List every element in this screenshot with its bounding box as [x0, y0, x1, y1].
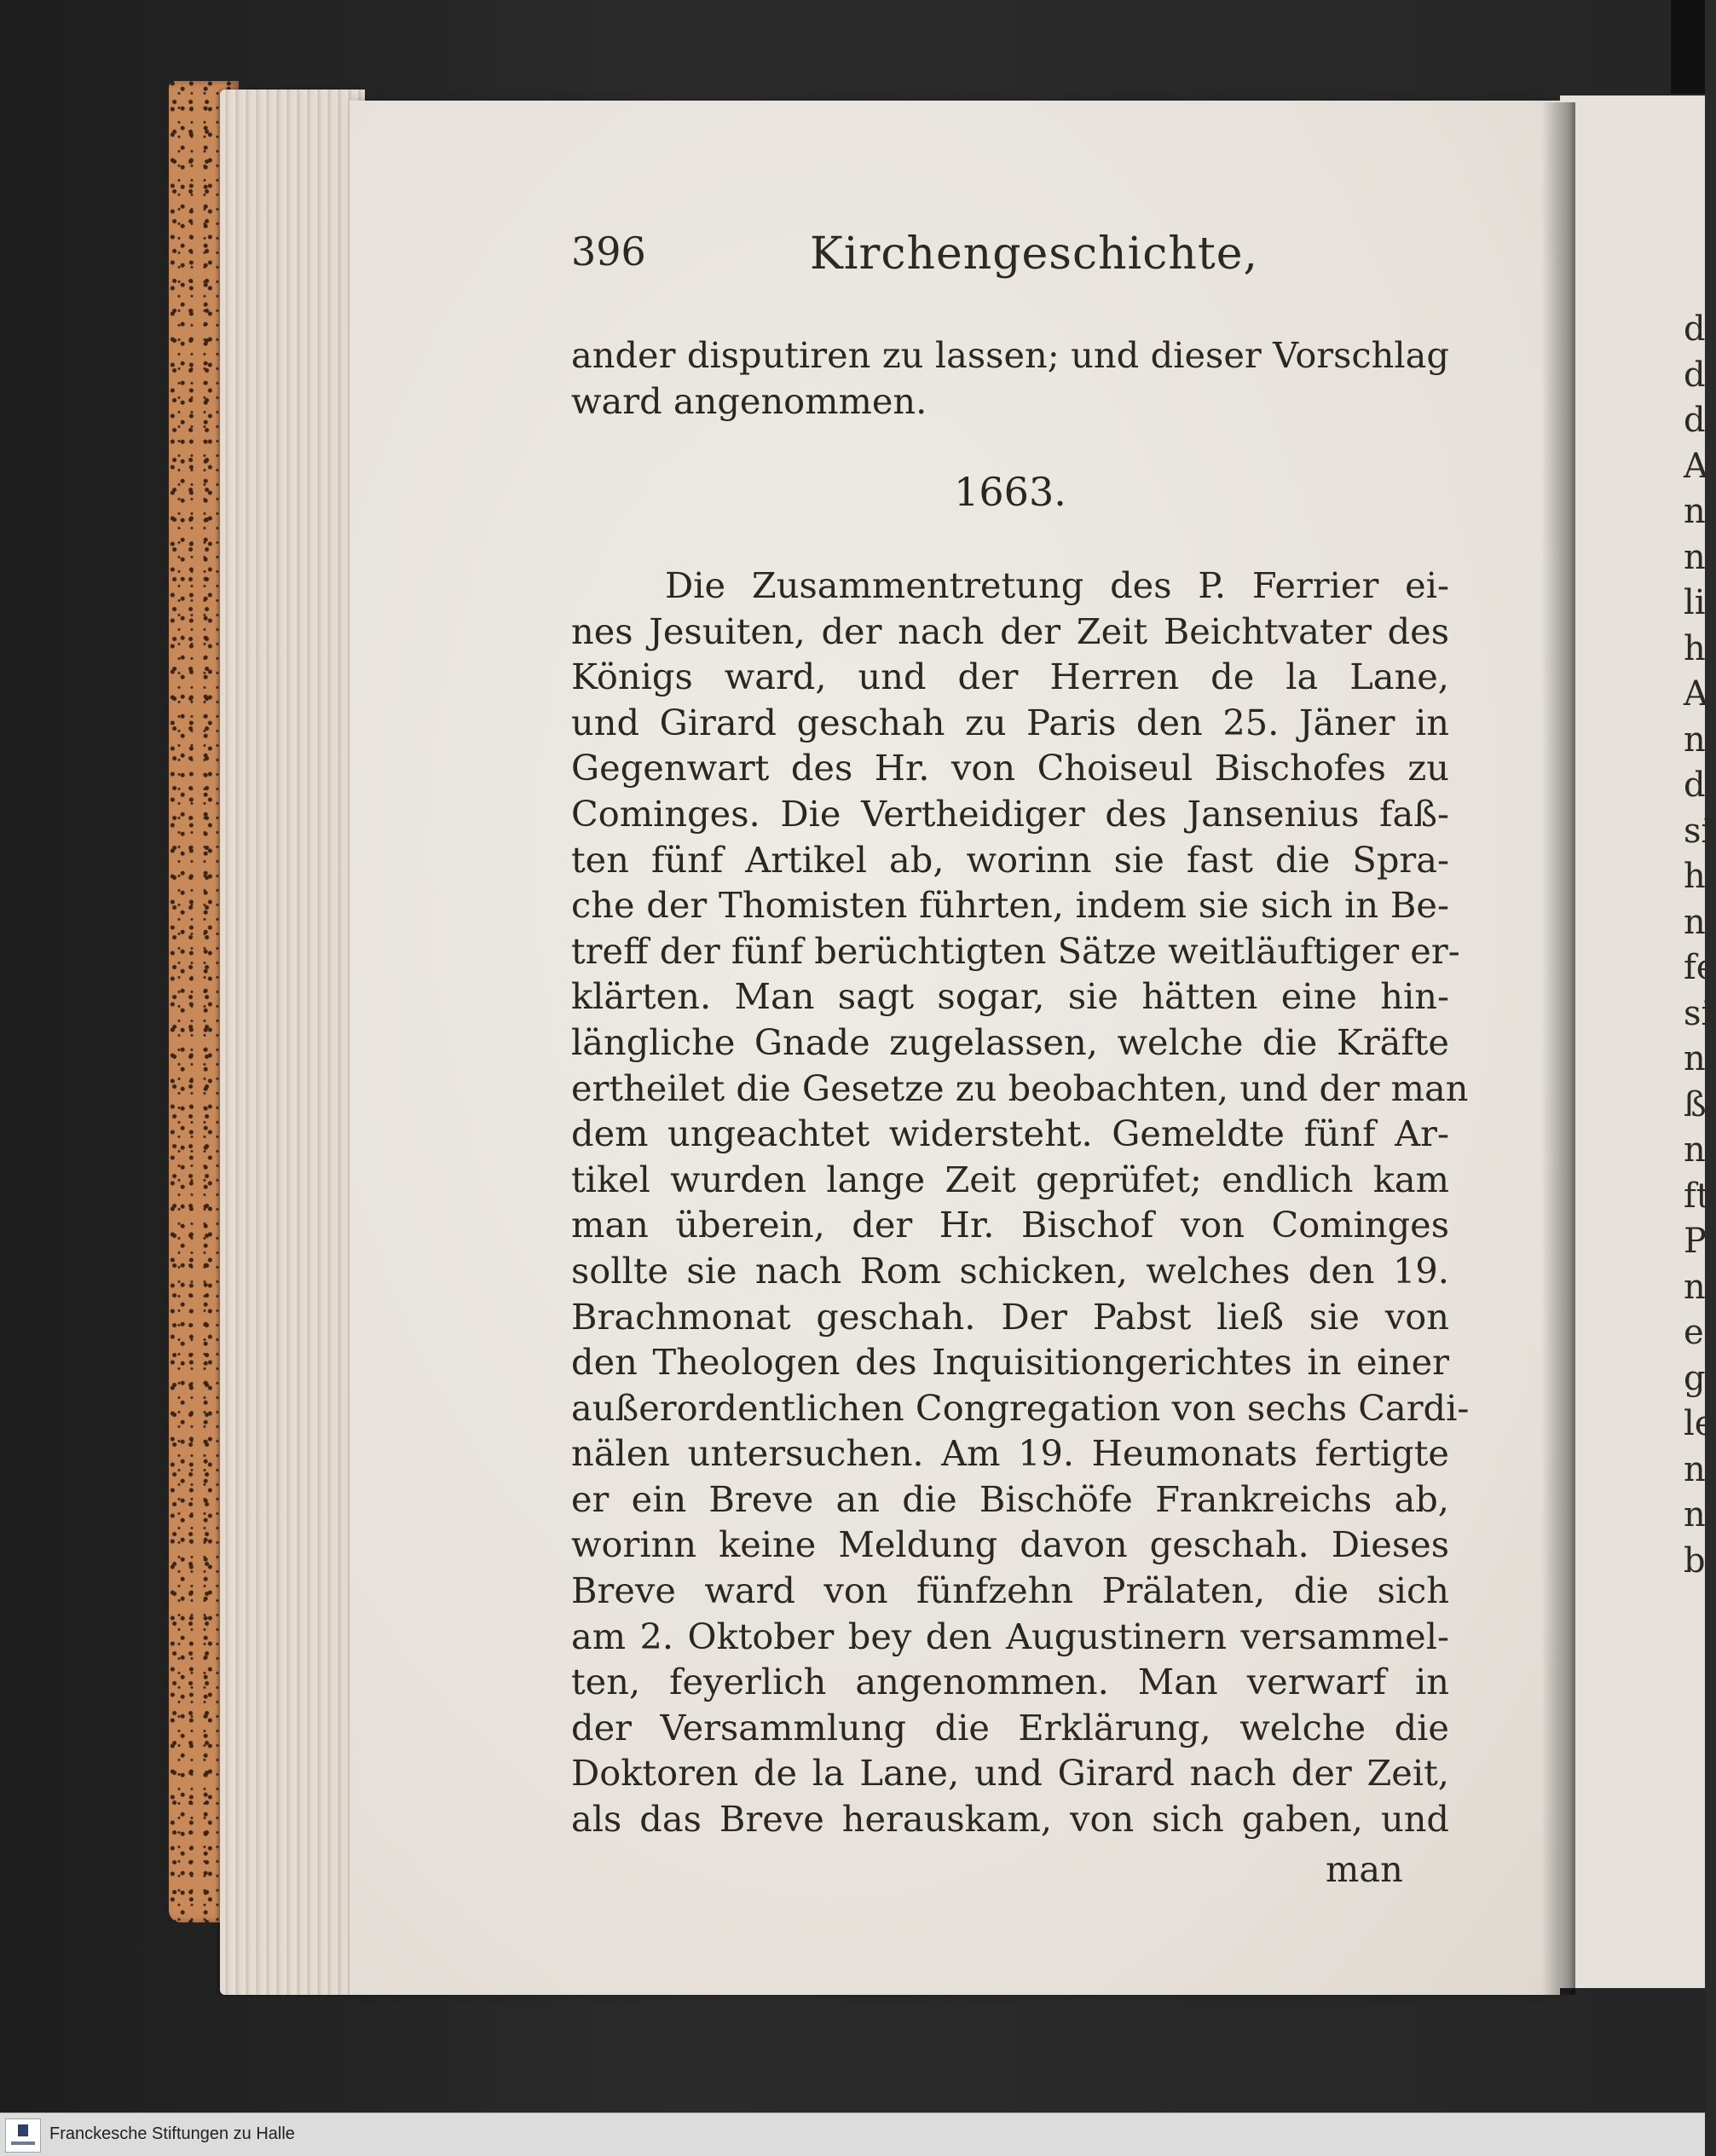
text-line: Doktoren de la Lane, und Girard nach der Zeit, [571, 1752, 1449, 1795]
catchword: man [1326, 1848, 1403, 1890]
facing-fragment: si [1684, 993, 1713, 1033]
facing-fragment: n [1684, 492, 1706, 531]
facing-fragment: A [1684, 446, 1708, 486]
page-edges [220, 90, 365, 1995]
text-line: ander disputiren zu lassen; und dieser Vorschlag [571, 334, 1449, 376]
facing-fragment: n [1684, 1130, 1706, 1170]
facing-fragment: n [1684, 1267, 1706, 1307]
facing-fragment: li [1684, 583, 1706, 622]
text-line: che der Thomisten führten, indem sie sich in Be- [571, 884, 1449, 927]
text-line: sollte sie nach Rom schicken, welches den 19. [571, 1249, 1449, 1292]
text-line: nes Jesuiten, der nach der Zeit Beichtvater des [571, 610, 1449, 652]
text-line: ertheilet die Gesetze zu beobachten, und der man [571, 1066, 1469, 1109]
facing-page-text [1684, 307, 1716, 1584]
page-number: 396 [571, 228, 646, 275]
text-line: er ein Breve an die Bischöfe Frankreichs ab, [571, 1477, 1449, 1520]
facing-fragment: d [1684, 766, 1706, 805]
year-heading [571, 469, 1449, 515]
text-line: ward angenommen. [571, 379, 927, 422]
page-header [571, 228, 1449, 288]
carryover-text [571, 332, 1449, 424]
text-line: und Girard geschah zu Paris den 25. Jäner in [571, 701, 1449, 743]
facing-fragment: d [1684, 355, 1706, 395]
text-line: den Theologen des Inquisitiongerichtes in einer [571, 1341, 1449, 1384]
facing-fragment: ß [1684, 1084, 1707, 1124]
facing-fragment: fe [1684, 948, 1716, 987]
text-line: Die Zusammentretung des P. Ferrier ei- [665, 564, 1449, 606]
facing-fragment: ft [1684, 1176, 1710, 1216]
text-line: der Versammlung die Erklärung, welche die [571, 1706, 1449, 1748]
facing-fragment: h [1684, 857, 1706, 896]
text-line: Breve ward von fünfzehn Prälaten, die sich [571, 1569, 1449, 1612]
facing-fragment: d [1684, 401, 1706, 440]
text-line: längliche Gnade zugelassen, welche die Kräfte [571, 1020, 1449, 1063]
body-paragraph [571, 563, 1470, 1842]
facing-fragment: n [1684, 902, 1706, 942]
text-line: Brachmonat geschah. Der Pabst ließ sie von [571, 1295, 1449, 1338]
facing-fragment: h [1684, 628, 1706, 668]
institution-logo-icon [5, 2118, 41, 2153]
facing-fragment: b [1684, 1540, 1706, 1581]
text-line: Gegenwart des Hr. von Choiseul Bischofes zu [571, 747, 1449, 789]
facing-fragment: P [1684, 1222, 1707, 1261]
facing-fragment: n [1684, 537, 1706, 577]
facing-fragment: n [1684, 1039, 1706, 1078]
text-line: worinn keine Meldung davon geschah. Dieses [571, 1523, 1449, 1566]
year-heading-text: 1663. [954, 469, 1066, 515]
text-line: treff der fünf berüchtigten Sätze weitläuftiger er- [571, 929, 1460, 972]
facing-fragment: n [1684, 720, 1706, 760]
facing-fragment: ei [1684, 1313, 1715, 1352]
gutter-shadow [1541, 102, 1575, 1995]
running-head: Kirchengeschichte, [810, 228, 1259, 280]
facing-fragment: g [1684, 1358, 1706, 1398]
facing-fragment: si [1684, 811, 1713, 851]
footer-institution: Franckesche Stiftungen zu Halle [49, 2124, 295, 2143]
text-line: außerordentlichen Congregation von sechs Cardi- [571, 1386, 1470, 1429]
facing-fragment: le [1684, 1404, 1715, 1443]
text-line: Cominges. Die Vertheidiger des Jansenius faß- [571, 792, 1449, 835]
text-line: am 2. Oktober bey den Augustinern versammel- [571, 1615, 1449, 1657]
facing-fragment: n [1684, 1449, 1706, 1489]
text-line: ten fünf Artikel ab, worinn sie fast die Spra- [571, 838, 1449, 881]
text-line: dem ungeachtet widersteht. Gemeldte fünf Ar- [571, 1113, 1449, 1155]
text-line: klärten. Man sagt sogar, sie hätten eine hin- [571, 975, 1449, 1018]
text-line: man überein, der Hr. Bischof von Cominges [571, 1204, 1449, 1246]
text-line: Königs ward, und der Herren de la Lane, [571, 656, 1449, 698]
text-line: tikel wurden lange Zeit geprüfet; endlich kam [571, 1158, 1449, 1200]
text-line: als das Breve herauskam, von sich gaben, und [571, 1798, 1449, 1841]
text-line: ten, feyerlich angenommen. Man verwarf in [571, 1661, 1449, 1703]
facing-fragment: A [1684, 674, 1708, 714]
facing-fragment: d [1684, 309, 1706, 349]
corner-shadow [1671, 0, 1705, 94]
text-line: nälen untersuchen. Am 19. Heumonats fertigte [571, 1432, 1449, 1475]
facing-fragment: n [1684, 1495, 1706, 1535]
footer-bar [0, 2113, 1705, 2156]
